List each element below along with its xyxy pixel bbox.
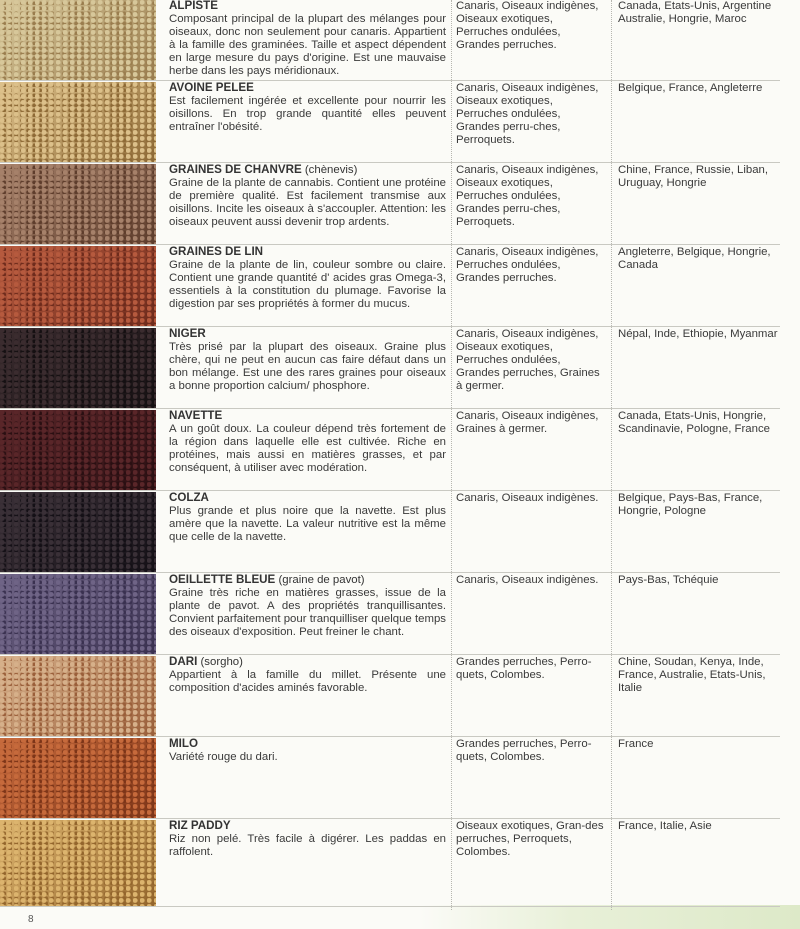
seed-description: Composant principal de la plupart des mélanges pour oiseaux, donc non seulement pour canaris. Appartient à la famille des graminées. Taille et aspect dépendent en large mesure du pays d'origine. Est une mauvaise herbe dans les pays méridionaux.: [169, 12, 446, 77]
origin-countries: Pays-Bas, Tchéquie: [618, 574, 719, 586]
seed-photo: [0, 656, 156, 736]
seed-row: [0, 656, 800, 736]
origin-countries: Chine, France, Russie, Liban, Uruguay, Hongrie: [618, 164, 769, 189]
origin-countries: France, Italie, Asie: [618, 820, 712, 832]
suitable-birds: Canaris, Oiseaux indigènes.: [456, 492, 599, 504]
origin-countries: Chine, Soudan, Kenya, Inde, France, Australie, Etats-Unis, Italie: [618, 656, 766, 694]
seed-name: AVOINE PELEE: [169, 81, 254, 94]
seed-photo: [0, 820, 156, 906]
seed-description-cell: [169, 738, 446, 764]
seed-description-cell: [169, 492, 446, 544]
seed-photo: [0, 82, 156, 162]
seed-row: [0, 328, 800, 408]
column-separator: [611, 0, 612, 910]
origin-countries: Népal, Inde, Ethiopie, Myanmar: [618, 328, 778, 340]
seed-name: NIGER: [169, 327, 206, 340]
seed-description: Est facilement ingérée et excellente pour nourrir les oisillons. En trop grande quantité elles peuvent entraîner l'obésité.: [169, 94, 446, 133]
suitable-birds: Canaris, Oiseaux indigènes, Oiseaux exotiques, Perruches ondulées, Grandes perruches, Graines à germer.: [456, 328, 600, 392]
seed-name: MILO: [169, 737, 198, 750]
seed-photo: [0, 164, 156, 244]
seed-name: RIZ PADDY: [169, 819, 231, 832]
suitable-birds: Grandes perruches, Perro-quets, Colombes.: [456, 656, 592, 681]
seed-photo: [0, 410, 156, 490]
page-number: 8: [28, 914, 34, 925]
seed-name: NAVETTE: [169, 409, 223, 422]
seed-description: Graine de la plante de cannabis. Contient une protéine de première qualité. Est facilement transmise aux oisillons. Incite les oiseaux à s'accoupler. Attention: les oiseaux peuvent aussi devenir trop ardents.: [169, 176, 446, 228]
seed-description: Variété rouge du dari.: [169, 750, 278, 763]
seed-description: Graine très riche en matières grasses, issue de la plante de pavot. A des propriétés tranquillisantes. Convient parfaitement pour tranquilliser quelque temps des oiseaux d'exposition. Peut freiner le chant.: [169, 586, 446, 638]
seed-description-cell: [169, 328, 446, 393]
seed-photo: [0, 328, 156, 408]
seed-row: [0, 738, 800, 818]
origin-countries: France: [618, 738, 654, 750]
seed-description-cell: [169, 656, 446, 695]
seed-photo: [0, 492, 156, 572]
seed-row: [0, 0, 800, 80]
seed-alt-name: (graine de pavot): [278, 574, 365, 586]
seed-alt-name: (sorgho): [200, 656, 243, 668]
seed-photo: [0, 574, 156, 654]
seed-row: [0, 410, 800, 490]
suitable-birds: Oiseaux exotiques, Gran-des perruches, Perroquets, Colombes.: [456, 820, 604, 858]
column-separator: [451, 0, 452, 910]
seed-description: Graine de la plante de lin, couleur sombre ou claire. Contient une grande quantité d' acides gras Omega-3, essentiels à la constitution du plumage. Favorise la digestion par ses propriétés à former du mucus.: [169, 258, 446, 310]
seed-alt-name: (chènevis): [304, 164, 358, 176]
suitable-birds: Canaris, Oiseaux indigènes, Perruches ondulées, Grandes perruches.: [456, 246, 599, 284]
seed-row: [0, 82, 800, 162]
suitable-birds: Grandes perruches, Perro-quets, Colombes.: [456, 738, 592, 763]
seed-row: [0, 246, 800, 326]
seed-description-cell: [169, 574, 446, 639]
origin-countries: Canada, Etats-Unis, Hongrie, Scandinavie, Pologne, France: [618, 410, 770, 435]
suitable-birds: Canaris, Oiseaux indigènes, Graines à germer.: [456, 410, 599, 435]
seed-name: GRAINES DE LIN: [169, 245, 264, 258]
seed-description-cell: [169, 0, 446, 77]
seed-row: [0, 820, 800, 906]
origin-countries: Canada, Etats-Unis, Argentine Australie, Hongrie, Maroc: [618, 0, 772, 25]
seed-photo: [0, 246, 156, 326]
seed-description: Très prisé par la plupart des oiseaux. Graine plus chère, qui ne peut en aucun cas faire défaut dans un bon mélange. Est une des rares graines pour oiseaux a bonne proportion calcium/ phosphore.: [169, 340, 446, 392]
seed-description-cell: [169, 820, 446, 859]
seed-description-cell: [169, 164, 446, 229]
seed-name: COLZA: [169, 491, 209, 504]
origin-countries: Belgique, Pays-Bas, France, Hongrie, Pologne: [618, 492, 763, 517]
suitable-birds: Canaris, Oiseaux indigènes, Oiseaux exotiques, Perruches ondulées, Grandes perru-ches, Perroquets.: [456, 82, 599, 146]
seed-name: OEILLETTE BLEUE: [169, 573, 276, 586]
seed-name: ALPISTE: [169, 0, 218, 12]
seed-description: Appartient à la famille du millet. Présente une composition d'acides aminés favorable.: [169, 668, 446, 694]
seed-description: A un goût doux. La couleur dépend très fortement de la région dans laquelle elle est cultivée. Riche en protéines, mais aussi en matières grasses, et par conséquent, à utiliser avec modération.: [169, 422, 446, 474]
seed-photo: [0, 0, 156, 80]
origin-countries: Angleterre, Belgique, Hongrie, Canada: [618, 246, 771, 271]
seed-row: [0, 164, 800, 244]
seed-row: [0, 574, 800, 654]
seed-name: DARI: [169, 655, 198, 668]
seed-description: Plus grande et plus noire que la navette. Est plus amère que la navette. La valeur nutritive est la même que celle de la navette.: [169, 504, 446, 543]
seed-description-cell: [169, 82, 446, 134]
seed-row: [0, 492, 800, 572]
suitable-birds: Canaris, Oiseaux indigènes, Oiseaux exotiques, Perruches ondulées, Grandes perruches.: [456, 0, 599, 51]
seed-description-cell: [169, 410, 446, 475]
seed-name: GRAINES DE CHANVRE: [169, 163, 302, 176]
seed-description-cell: [169, 246, 446, 311]
origin-countries: Belgique, France, Angleterre: [618, 82, 763, 94]
seed-photo: [0, 738, 156, 818]
seed-description: Riz non pelé. Très facile à digérer. Les paddas en raffolent.: [169, 832, 446, 858]
suitable-birds: Canaris, Oiseaux indigènes.: [456, 574, 599, 586]
suitable-birds: Canaris, Oiseaux indigènes, Oiseaux exotiques, Perruches ondulées, Grandes perru-ches, Perroquets.: [456, 164, 599, 228]
